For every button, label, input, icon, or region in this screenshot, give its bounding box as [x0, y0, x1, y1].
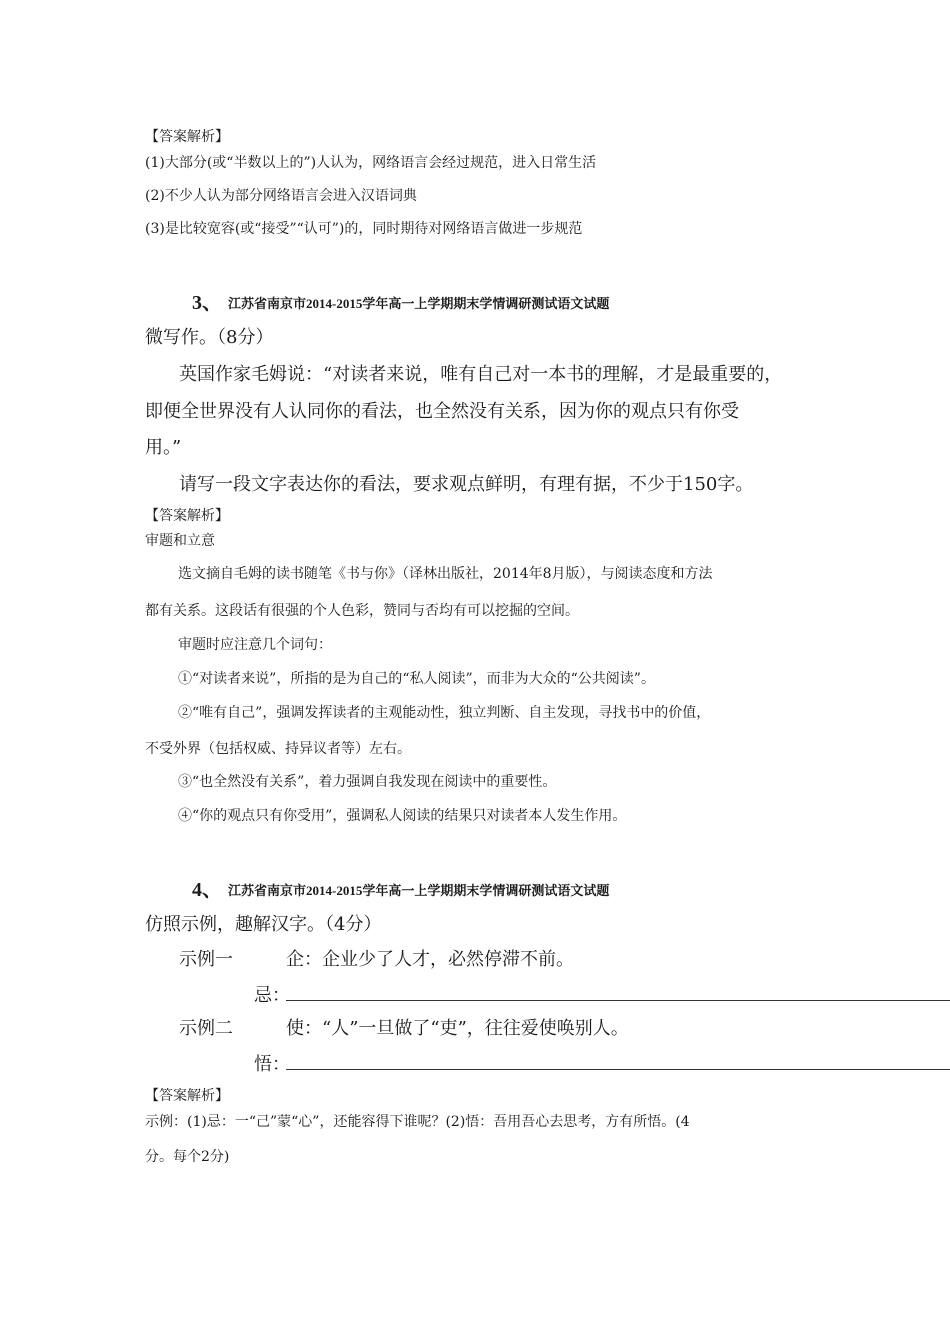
analysis-line: 都有关系。这段话有很强的个人色彩，赞同与否均有可以挖掘的空间。	[145, 603, 579, 619]
analysis-line: ④“你的观点只有你受用”，强调私人阅读的结果只对读者本人发生作用。	[178, 808, 627, 824]
question-title: 微写作。（8分）	[145, 327, 274, 348]
analysis-line: ②“唯有自己”，强调发挥读者的主观能动性，独立判断、自主发现，寻找书中的价值，	[178, 705, 711, 721]
prompt-line: 即便全世界没有人认同你的看法，也全然没有关系，因为你的观点只有你受	[145, 401, 739, 422]
answer-line: 分。每个2分)	[145, 1149, 230, 1165]
question-number: 3、	[192, 292, 222, 314]
analysis-line: 选文摘自毛姆的读书随笔《书与你》（译林出版社，2014年8月版），与阅读态度和方法	[178, 566, 713, 582]
answer-label: 【答案解析】	[145, 508, 229, 524]
answer-line: 示例：(1)忌：一“己”蒙“心”，还能容得下谁呢？(2)悟：吾用吾心去思考，方有所悟。(4	[145, 1114, 690, 1130]
analysis-heading: 审题和立意	[145, 533, 215, 549]
example-text: 企：企业少了人才，必然停滞不前。	[286, 949, 574, 970]
answer-blank	[286, 1000, 950, 1001]
analysis-line: ③“也全然没有关系”，着力强调自我发现在阅读中的重要性。	[178, 774, 557, 790]
question-source: 江苏省南京市2014-2015学年高一上学期期末学情调研测试语文试题	[228, 296, 610, 311]
example-label: 示例二	[179, 1018, 233, 1039]
answer-label: 【答案解析】	[145, 1088, 229, 1104]
analysis-line: 不受外界（包括权威、持异议者等）左右。	[145, 741, 411, 757]
example-label: 示例一	[179, 949, 233, 970]
answer-blank	[286, 1069, 950, 1070]
blank-label: 悟：	[254, 1054, 290, 1075]
q2-answer-line: (1)大部分(或“半数以上的”)人认为，网络语言会经过规范，进入日常生活	[145, 155, 597, 171]
question-title: 仿照示例，趣解汉字。（4分）	[145, 914, 382, 935]
q2-answer-line: (2)不少人认为部分网络语言会进入汉语词典	[145, 188, 417, 204]
prompt-line: 用。”	[145, 437, 182, 458]
question-number: 4、	[192, 879, 222, 901]
prompt-line: 英国作家毛姆说：“对读者来说，唯有自己对一本书的理解，才是最重要的，	[179, 364, 783, 385]
analysis-line: 审题时应注意几个词句：	[178, 637, 332, 653]
example-text: 使：“人”一旦做了“吏”，往往爱使唤别人。	[286, 1018, 629, 1039]
question-source: 江苏省南京市2014-2015学年高一上学期期末学情调研测试语文试题	[228, 883, 610, 898]
answer-label: 【答案解析】	[145, 129, 229, 145]
task-line: 请写一段文字表达你的看法，要求观点鲜明，有理有据，不少于150字。	[179, 474, 754, 495]
analysis-line: ①“对读者来说”，所指的是为自己的“私人阅读”，而非为大众的“公共阅读”。	[178, 671, 655, 687]
q2-answer-line: (3)是比较宽容(或“接受”“认可”)的，同时期待对网络语言做进一步规范	[145, 221, 583, 237]
blank-label: 忌：	[254, 985, 290, 1006]
